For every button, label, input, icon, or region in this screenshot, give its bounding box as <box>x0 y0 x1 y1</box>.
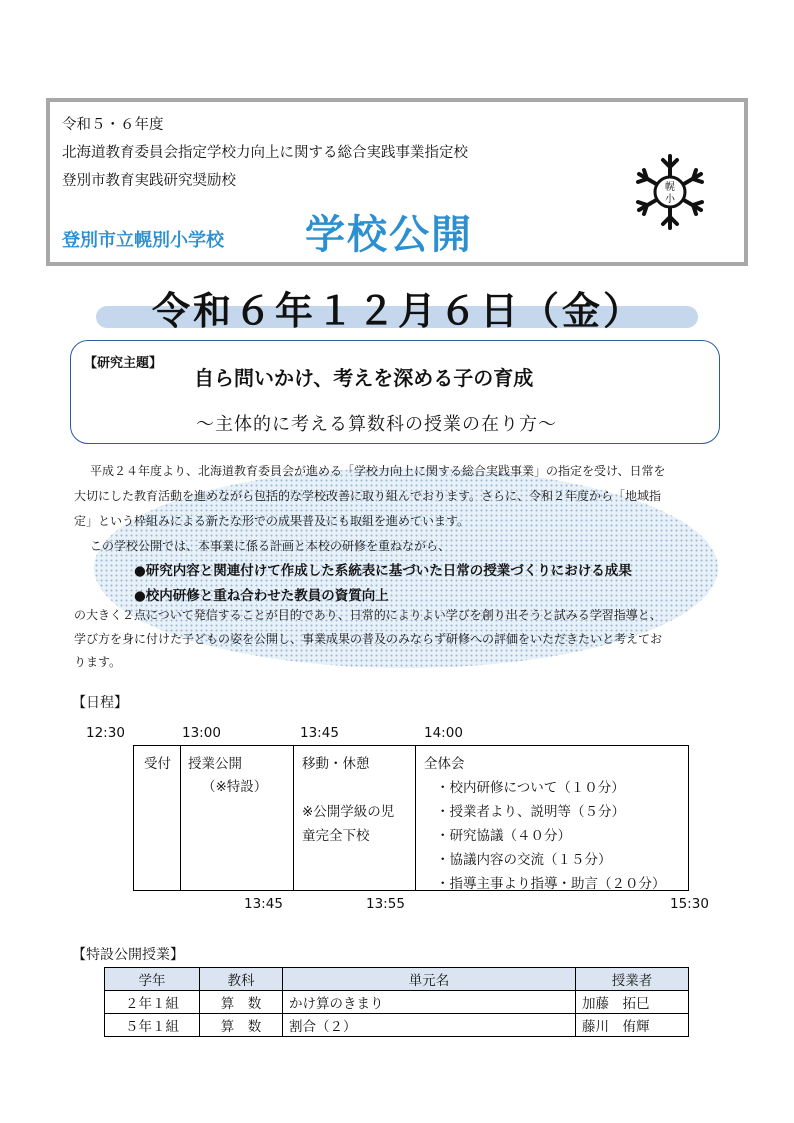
header-year-line: 令和５・６年度 <box>62 117 164 133</box>
table-header-row <box>105 968 689 991</box>
cell-subject: 算 数 <box>200 991 283 1014</box>
cell-grade: ２年１組 <box>105 991 200 1014</box>
focus-point-1: ●研究内容と関連付けて作成した系統表に基づいた日常の授業づくりにおける成果 <box>134 563 632 579</box>
schedule-open-lessons: 授業公開 <box>188 756 242 772</box>
header-unit: 単元名 <box>283 968 576 991</box>
schedule-general-meeting: 全体会 <box>424 756 465 772</box>
cell-grade: ５年１組 <box>105 1014 200 1037</box>
time-label-break: 13:45 <box>300 725 339 741</box>
time-label-start: 12:30 <box>86 725 125 741</box>
schedule-agenda-item: ・協議内容の交流（１５分） <box>436 852 612 868</box>
table-row <box>105 1014 689 1037</box>
cell-teacher: 藤川 侑輝 <box>576 1014 689 1037</box>
schedule-reception: 受付 <box>144 756 171 772</box>
cell-unit: かけ算のきまり <box>283 991 576 1014</box>
cell-subject: 算 数 <box>200 1014 283 1037</box>
intro-paragraph-2-line-1: この学校公開では、本事業に係る計画と本校の研修を重ねながら、 <box>90 539 451 553</box>
intro-paragraph-3-line-2: 学び方を身に付けた子どもの姿を公開し、事業成果の普及のみならず研修への評価をいただきたいと考えてお <box>74 632 663 646</box>
schedule-divider-1 <box>180 746 181 890</box>
intro-paragraph-3-line-1: の大きく２点について発信することが目的であり、日常的によりよい学びを創り出そうと試みる学習指導と、 <box>74 608 662 622</box>
special-classes-title: 【特設公開授業】 <box>72 947 184 963</box>
time-label-break-end: 13:55 <box>366 896 405 912</box>
time-label-lessons: 13:00 <box>182 725 221 741</box>
schedule-divider-2 <box>293 746 294 890</box>
research-theme-subtitle: ～主体的に考える算数科の授業の在り方～ <box>196 414 557 435</box>
event-date: 令和６年１２月６日（金） <box>151 289 644 333</box>
event-title: 学校公開 <box>305 212 473 258</box>
schedule-move-break: 移動・休憩 <box>302 756 370 772</box>
cell-unit: 割合（２） <box>283 1014 576 1037</box>
schedule-agenda-item: ・校内研修について（１０分） <box>436 780 625 796</box>
research-theme-main: 自ら問いかけ、考えを深める子の育成 <box>194 366 534 390</box>
emblem-char-2: 小 <box>665 194 675 205</box>
header-grade: 学年 <box>105 968 200 991</box>
schedule-dismissal-note-2: 童完全下校 <box>302 828 370 844</box>
research-theme-label: 【研究主題】 <box>84 356 163 371</box>
header-teacher: 授業者 <box>576 968 689 991</box>
intro-paragraph-1-line-2: 大切にした教育活動を進めながら包括的な学校改善に取り組んでおります。さらに、令和２年度から「地域指 <box>74 489 662 503</box>
schedule-open-lessons-note: （※特設） <box>202 779 268 795</box>
schedule-divider-3 <box>415 746 416 890</box>
intro-paragraph-1-line-3: 定」という枠組みによる新たな形での成果普及にも取組を進めています。 <box>74 514 470 528</box>
intro-paragraph-1-line-1: 平成２４年度より、北海道教育委員会が進める「学校力向上に関する総合実践事業」の指定を受け、日常を <box>90 464 666 478</box>
table-row <box>105 991 689 1014</box>
header-award-line: 登別市教育実践研究奨励校 <box>62 173 236 189</box>
special-classes-table <box>104 967 689 1037</box>
time-label-general-meeting: 14:00 <box>424 725 463 741</box>
schedule-dismissal-note-1: ※公開学級の児 <box>302 804 395 820</box>
focus-point-2: ●校内研修と重ね合わせた教員の資質向上 <box>134 588 389 604</box>
school-emblem-icon <box>630 152 710 232</box>
emblem-char-1: 幌 <box>665 182 675 193</box>
schedule-title: 【日程】 <box>72 695 128 711</box>
school-name: 登別市立幌別小学校 <box>62 230 224 251</box>
schedule-table <box>133 745 689 891</box>
header-designation-line: 北海道教育委員会指定学校力向上に関する総合実践事業指定校 <box>62 145 468 161</box>
time-label-end: 15:30 <box>670 896 709 912</box>
intro-paragraph-3-line-3: ります。 <box>74 655 122 669</box>
time-label-lessons-end: 13:45 <box>244 896 283 912</box>
header-subject: 教科 <box>200 968 283 991</box>
schedule-agenda-item: ・授業者より、説明等（５分） <box>436 804 625 820</box>
schedule-agenda-item: ・指導主事より指導・助言（２０分） <box>436 876 666 892</box>
cell-teacher: 加藤 拓巳 <box>576 991 689 1014</box>
schedule-agenda-item: ・研究協議（４０分） <box>436 828 571 844</box>
